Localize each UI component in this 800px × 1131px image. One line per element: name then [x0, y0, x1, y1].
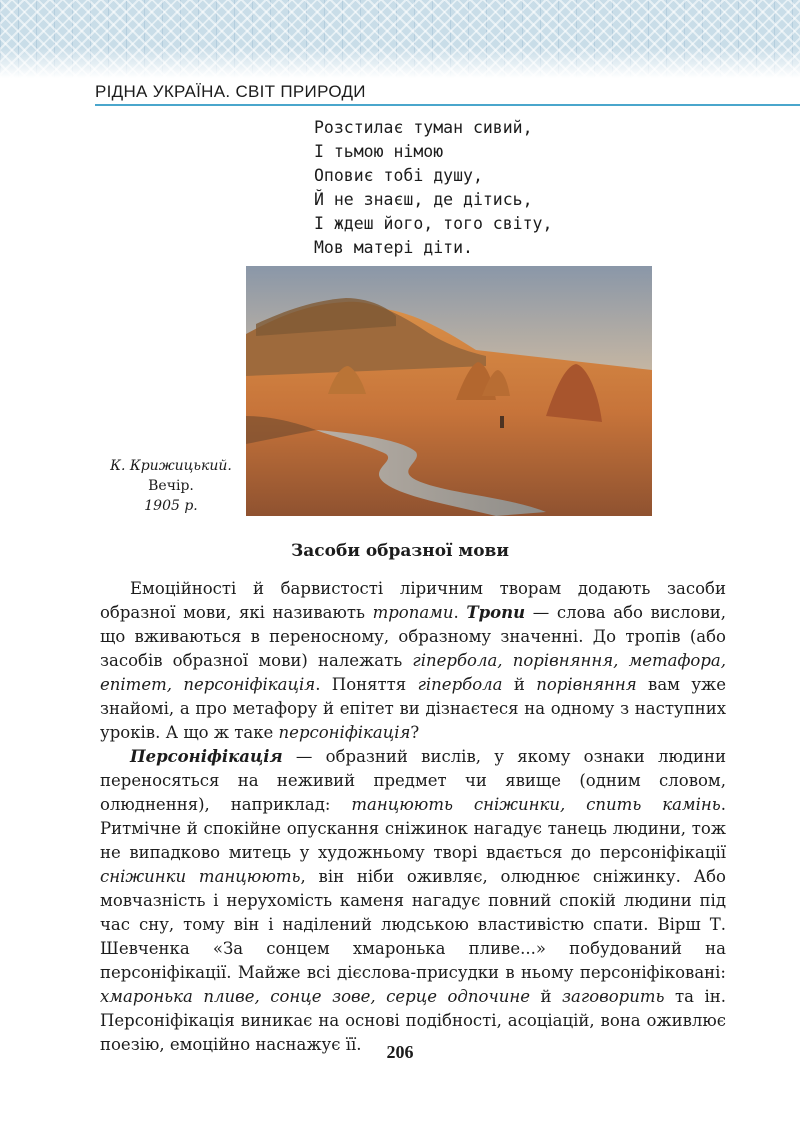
paragraph	[100, 577, 726, 745]
painting-caption	[96, 456, 246, 516]
poem-line: Мов матері діти.	[314, 238, 473, 257]
term: персоніфікація	[278, 723, 411, 742]
text-run: — слова або вислови, що вживаються в переносному, образному значенні. До тропів (або засобів образної мови) належать	[100, 603, 726, 670]
poem-line: Оповиє тобі душу,	[314, 166, 483, 185]
text-run: . Ритмічне й спокійне опускання сніжинок нагадує танець людини, тож не випадково митець у художньому творі вдається до персоніфікації	[100, 795, 726, 862]
term-bold: Тропи	[466, 603, 526, 622]
header-ornament	[0, 0, 800, 78]
term: порівняння	[536, 675, 637, 694]
example: сніжинки танцюють	[100, 867, 301, 886]
poem-line: Й не знаєш, де дітись,	[314, 190, 533, 209]
term-bold: Персоніфікація	[130, 747, 283, 766]
text-run: .	[453, 603, 467, 622]
text-run: вам уже знайомі, а про метафору й епітет ви дізнаєтеся на одному з наступних уроків. А що ж таке	[100, 675, 726, 742]
term: гіпербола, порівняння, метафора, епітет, персоніфікація	[100, 651, 726, 694]
caption-title: Вечір.	[148, 478, 194, 494]
text-run: ?	[410, 723, 420, 742]
text-run: та ін. Персоніфікація виникає на основі подібності, асоціацій, вона оживлює поезію, емоційно наснажує її.	[100, 987, 726, 1054]
text-run: . Поняття	[315, 675, 418, 694]
text-run: й	[502, 675, 537, 694]
text-run: й	[529, 987, 563, 1006]
poem-line: І ждеш його, того світу,	[314, 214, 553, 233]
caption-author: К. Крижицький.	[110, 458, 232, 474]
example: хмаронька пливе, сонце зове, серце одпочине	[100, 987, 530, 1006]
poem-line: І тьмою німою	[314, 142, 444, 161]
running-header	[95, 82, 800, 106]
term: гіпербола	[417, 675, 503, 694]
painting-evening	[246, 266, 652, 516]
running-header-title: РІДНА УКРАЇНА. СВІТ ПРИРОДИ	[95, 82, 366, 101]
caption-year: 1905 р.	[144, 498, 198, 514]
text-run: , він ніби оживляє, олюднює сніжинку. Або мовчазність і нерухомість каменя нагадує повний спокій людини під час сну, тому він і наділений людською властивістю спати. Вірш Т. Шевченка «За сонцем хмаронька пливе...» побудований на персоніфікації. Майже всі дієслова-присудки в ньому персоніфіковані:	[100, 867, 726, 982]
poem-line: Розстилає туман сивий,	[314, 118, 533, 137]
example: танцюють сніжинки, спить камінь	[351, 795, 721, 814]
poem	[314, 116, 552, 260]
body-text	[100, 577, 726, 1057]
paragraph	[100, 745, 726, 1057]
text-run: Емоційності й барвистості ліричним творам додають засоби образної мови, які називають	[100, 579, 726, 622]
text-run: — образний вислів, у якому ознаки людини переносяться на неживий предмет чи явище (одним словом, олюднення), наприклад:	[100, 747, 726, 814]
term: тропами	[372, 603, 454, 622]
section-title: Засоби образної мови	[291, 541, 509, 561]
page-number: 206	[386, 1042, 414, 1062]
example: заговорить	[562, 987, 665, 1006]
